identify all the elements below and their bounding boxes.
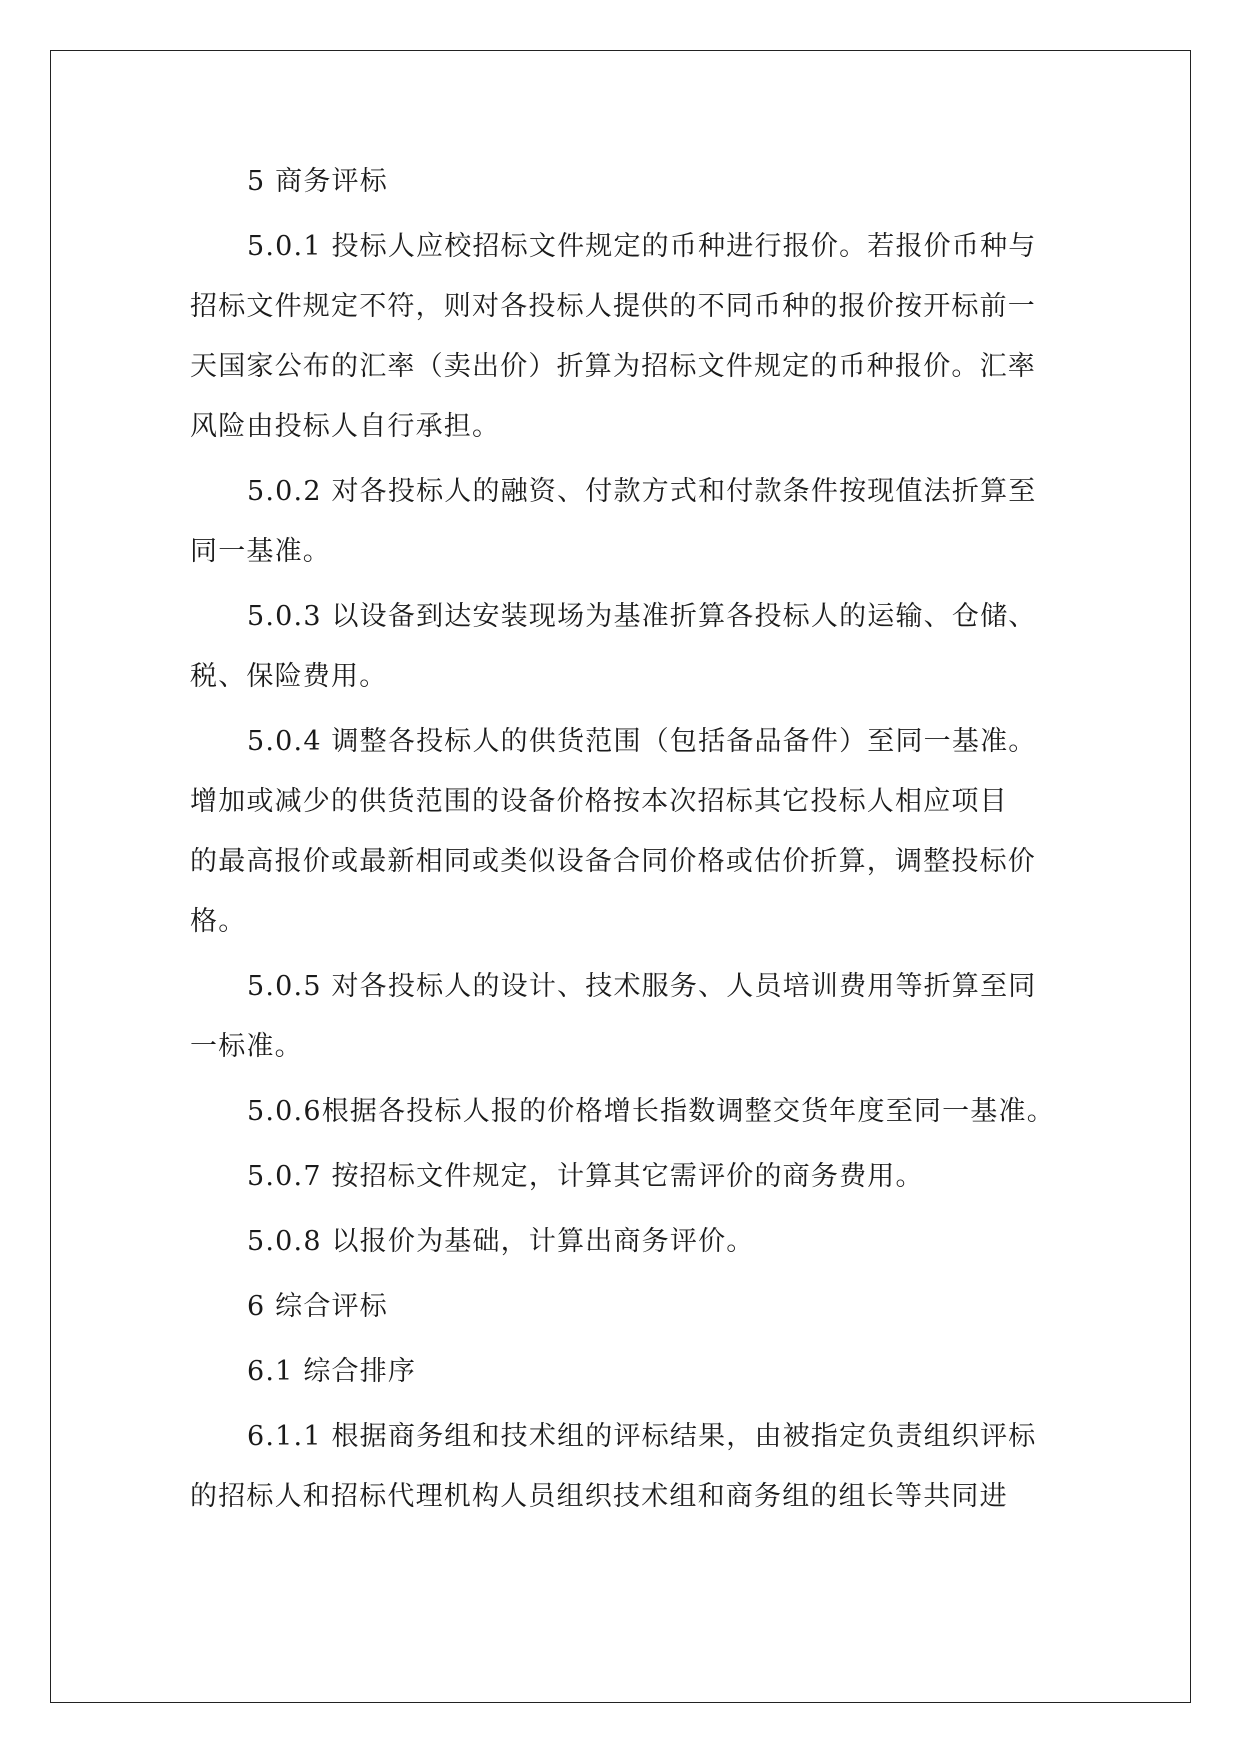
clause-5-0-6: 5.0.6根据各投标人报的价格增长指数调整交货年度至同一基准。 bbox=[247, 1096, 1055, 1127]
clause-5-0-8: 5.0.8 以报价为基础，计算出商务评价。 bbox=[247, 1226, 755, 1257]
clause-5-0-7: 5.0.7 按招标文件规定，计算其它需评价的商务费用。 bbox=[247, 1161, 924, 1192]
section-heading-6-1: 6.1 综合排序 bbox=[247, 1356, 417, 1387]
document-body bbox=[190, 152, 1070, 1532]
clause-5-0-1: 5.0.1 投标人应校招标文件规定的币种进行报价。若报价币种与 招标文件规定不符，则对各投标人提供的不同币种的报价按开标前一 天国家公布的汇率（卖出价）折算为招标文件规定的币种报价。汇率 风险由投标人自行承担。 bbox=[190, 231, 1037, 442]
section-heading-5: 5 商务评标 bbox=[247, 166, 388, 197]
clause-5-0-2: 5.0.2 对各投标人的融资、付款方式和付款条件按现值法折算至 同一基准。 bbox=[190, 476, 1037, 567]
clause-5-0-5: 5.0.5 对各投标人的设计、技术服务、人员培训费用等折算至同 一标准。 bbox=[190, 971, 1037, 1062]
section-heading-6: 6 综合评标 bbox=[247, 1291, 388, 1322]
clause-6-1-1: 6.1.1 根据商务组和技术组的评标结果，由被指定负责组织评标 的招标人和招标代理机构人员组织技术组和商务组的组长等共同进 bbox=[190, 1421, 1037, 1512]
clause-5-0-3: 5.0.3 以设备到达安装现场为基准折算各投标人的运输、仓储、 税、保险费用。 bbox=[190, 601, 1037, 692]
clause-5-0-4: 5.0.4 调整各投标人的供货范围（包括备品备件）至同一基准。 增加或减少的供货范围的设备价格按本次招标其它投标人相应项目 的最高报价或最新相同或类似设备合同价格或估价折算，调整投标价 格。 bbox=[190, 726, 1037, 937]
